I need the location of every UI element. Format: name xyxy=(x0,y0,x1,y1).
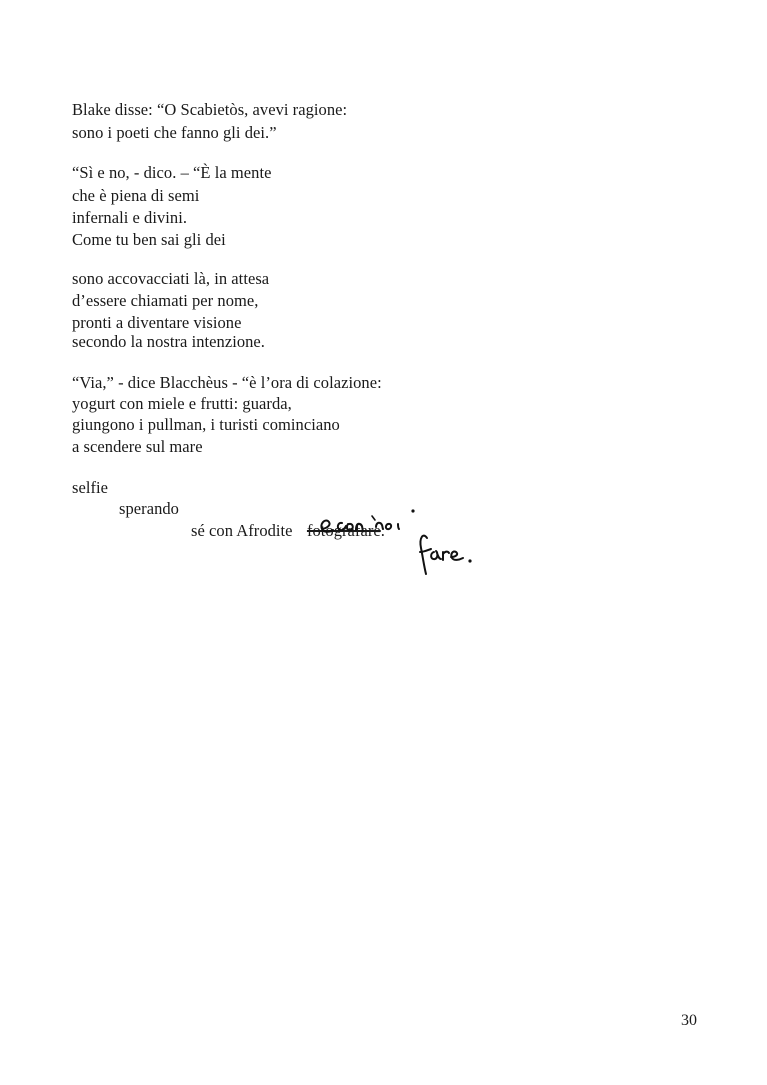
poem-line: a scendere sul mare xyxy=(72,437,203,456)
poem-line: sono i poeti che fanno gli dei.” xyxy=(72,123,277,142)
poem-line: “Sì e no, - dico. – “È la mente xyxy=(72,163,272,182)
poem-line: selfie xyxy=(72,478,109,497)
final-period: . xyxy=(380,521,385,540)
poem-line: “Via,” - dice Blacchèus - “è l’ora di colazione: xyxy=(72,373,382,392)
poem-line: sono accovacciati là, in attesa xyxy=(72,269,270,288)
poem-line: Come tu ben sai gli dei xyxy=(72,230,226,249)
poem-line: pronti a diventare visione xyxy=(72,313,242,332)
final-line-text: sé con Afrodite xyxy=(191,521,293,540)
handwritten-insertion-right xyxy=(418,530,478,580)
poem-line: Blake disse: “O Scabietòs, avevi ragione: xyxy=(72,100,348,119)
poem-line: secondo la nostra intenzione. xyxy=(72,332,265,351)
poem-line: yogurt con miele e frutti: guarda, xyxy=(72,394,292,413)
page-number: 30 xyxy=(681,1012,697,1029)
poem-line: infernali e divini. xyxy=(72,208,188,227)
struck-word: fotografare xyxy=(306,521,381,540)
poem-line: d’essere chiamati per nome, xyxy=(72,291,259,310)
handwritten-insertion-above xyxy=(318,506,418,536)
poem-line: sperando xyxy=(119,499,179,518)
poem-line: che è piena di semi xyxy=(72,186,200,205)
poem-line: giungono i pullman, i turisti cominciano xyxy=(72,415,340,434)
